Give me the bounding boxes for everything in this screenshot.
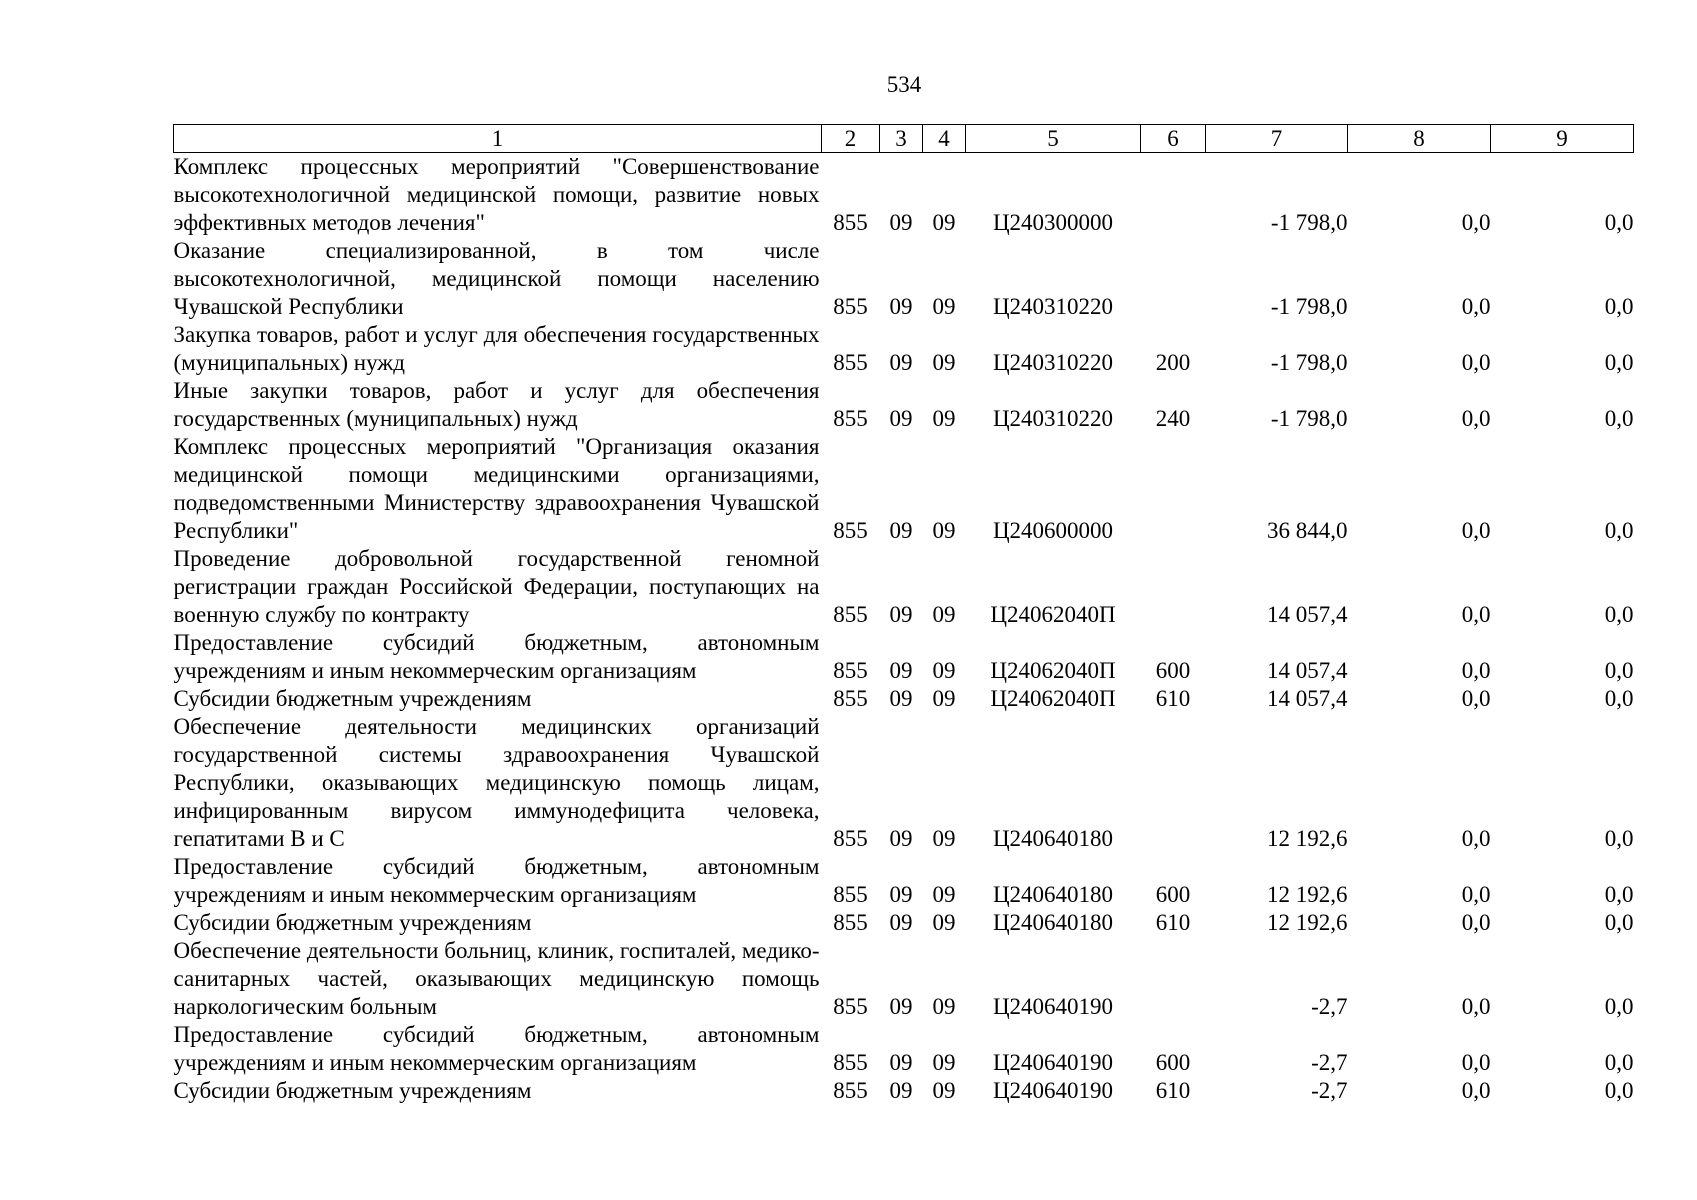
row-amount-col9: 0,0: [1604, 1078, 1634, 1103]
table-row: [174, 629, 1634, 685]
row-amount-col7: -2,7: [1311, 1050, 1348, 1075]
row-amount-col8: 0,0: [1461, 910, 1491, 935]
row-subsection-code: 09: [932, 1050, 956, 1075]
row-description: Предоставление субсидий бюджетным, автономным учреждениям и иным некоммерческим организациям: [173, 630, 820, 683]
row-section-code: 09: [889, 350, 913, 375]
row-amount-col9: 0,0: [1604, 826, 1634, 851]
row-section-code: 09: [889, 826, 913, 851]
row-amount-col9: 0,0: [1604, 602, 1634, 627]
row-section-code: 09: [889, 602, 913, 627]
row-amount-col8: 0,0: [1461, 1078, 1491, 1103]
row-grbs-code: 855: [833, 658, 868, 683]
row-target-article: Ц240310220: [992, 294, 1114, 319]
row-section-code: 09: [889, 1078, 913, 1103]
row-subsection-code: 09: [932, 882, 956, 907]
row-amount-col7: 36 844,0: [1267, 518, 1348, 543]
row-amount-col9: 0,0: [1604, 882, 1634, 907]
row-subsection-code: 09: [932, 658, 956, 683]
row-grbs-code: 855: [833, 210, 868, 235]
row-amount-col8: 0,0: [1461, 686, 1491, 711]
row-amount-col7: 12 192,6: [1267, 910, 1348, 935]
row-description: Субсидии бюджетным учреждениям: [173, 686, 532, 711]
row-amount-col7: -2,7: [1311, 994, 1348, 1019]
row-amount-col8: 0,0: [1461, 882, 1491, 907]
row-description: Субсидии бюджетным учреждениям: [173, 910, 532, 935]
row-amount-col9: 0,0: [1604, 686, 1634, 711]
row-subsection-code: 09: [932, 602, 956, 627]
row-section-code: 09: [889, 518, 913, 543]
row-amount-col7: 14 057,4: [1267, 658, 1348, 683]
row-section-code: 09: [889, 294, 913, 319]
row-description: Субсидии бюджетным учреждениям: [173, 1078, 532, 1103]
header-col-8: 8: [1348, 125, 1491, 153]
row-target-article: Ц24062040П: [990, 602, 1116, 627]
header-col-2: 2: [822, 125, 880, 153]
row-target-article: Ц240600000: [992, 518, 1114, 543]
row-amount-col7: -1 798,0: [1270, 406, 1348, 431]
row-grbs-code: 855: [833, 294, 868, 319]
row-grbs-code: 855: [833, 518, 868, 543]
row-amount-col7: -1 798,0: [1270, 350, 1348, 375]
row-section-code: 09: [889, 686, 913, 711]
table-row: [174, 545, 1634, 629]
table-row: [174, 853, 1634, 909]
row-subsection-code: 09: [932, 406, 956, 431]
row-target-article: Ц240310220: [992, 406, 1114, 431]
row-subsection-code: 09: [932, 686, 956, 711]
header-row: [174, 125, 1634, 153]
row-target-article: Ц240640190: [992, 1078, 1114, 1103]
row-grbs-code: 855: [833, 994, 868, 1019]
table-row: [174, 321, 1634, 377]
row-amount-col9: 0,0: [1604, 1050, 1634, 1075]
row-amount-col7: 12 192,6: [1267, 826, 1348, 851]
row-expense-type: 600: [1155, 882, 1191, 907]
header-col-5: 5: [966, 125, 1141, 153]
table-row: [174, 713, 1634, 853]
table-body: [174, 153, 1634, 1106]
table-row: [174, 685, 1634, 713]
row-grbs-code: 855: [833, 406, 868, 431]
row-amount-col9: 0,0: [1604, 658, 1634, 683]
row-amount-col8: 0,0: [1461, 210, 1491, 235]
row-amount-col7: 14 057,4: [1267, 602, 1348, 627]
row-grbs-code: 855: [833, 882, 868, 907]
row-target-article: Ц240640190: [992, 994, 1114, 1019]
row-expense-type: 610: [1155, 1078, 1191, 1103]
row-subsection-code: 09: [932, 518, 956, 543]
row-amount-col7: 12 192,6: [1267, 882, 1348, 907]
header-col-1: 1: [174, 125, 822, 153]
table-row: [174, 1021, 1634, 1077]
row-target-article: Ц240640180: [992, 910, 1114, 935]
row-expense-type: 600: [1155, 1050, 1191, 1075]
row-amount-col9: 0,0: [1604, 518, 1634, 543]
table-row: [174, 377, 1634, 433]
row-grbs-code: 855: [833, 350, 868, 375]
row-grbs-code: 855: [833, 686, 868, 711]
row-target-article: Ц24062040П: [990, 686, 1116, 711]
row-description: Обеспечение деятельности медицинских организаций государственной системы здравоохранения Чувашской Республики, оказывающих медицинскую помощь лицам, инфицированным вирусом иммунодефицита человека, гепатитами B и C: [173, 714, 820, 851]
row-target-article: Ц240640190: [992, 1050, 1114, 1075]
row-subsection-code: 09: [932, 826, 956, 851]
table-row: [174, 937, 1634, 1021]
row-subsection-code: 09: [932, 294, 956, 319]
row-section-code: 09: [889, 406, 913, 431]
row-amount-col9: 0,0: [1604, 910, 1634, 935]
table-header: [174, 125, 1634, 153]
row-description: Комплекс процессных мероприятий "Совершенствование высокотехнологичной медицинской помощи, развитие новых эффективных методов лечения": [173, 154, 820, 235]
row-amount-col7: -2,7: [1311, 1078, 1348, 1103]
row-section-code: 09: [889, 994, 913, 1019]
table-row: [174, 153, 1634, 238]
row-description: Предоставление субсидий бюджетным, автономным учреждениям и иным некоммерческим организациям: [173, 1022, 820, 1075]
row-amount-col8: 0,0: [1461, 1050, 1491, 1075]
row-amount-col8: 0,0: [1461, 294, 1491, 319]
row-subsection-code: 09: [932, 1078, 956, 1103]
row-amount-col8: 0,0: [1461, 518, 1491, 543]
row-amount-col7: -1 798,0: [1270, 210, 1348, 235]
header-col-9: 9: [1491, 125, 1634, 153]
row-section-code: 09: [889, 658, 913, 683]
row-expense-type: [1141, 713, 1206, 853]
row-expense-type: [1141, 237, 1206, 321]
row-target-article: Ц240640180: [992, 826, 1114, 851]
header-col-6: 6: [1141, 125, 1206, 153]
row-amount-col8: 0,0: [1461, 826, 1491, 851]
row-target-article: Ц240310220: [992, 350, 1114, 375]
row-grbs-code: 855: [833, 602, 868, 627]
row-expense-type: [1141, 545, 1206, 629]
row-expense-type: 610: [1155, 686, 1191, 711]
header-col-3: 3: [880, 125, 923, 153]
row-amount-col9: 0,0: [1604, 350, 1634, 375]
budget-table: [173, 124, 1634, 1105]
table-row: [174, 909, 1634, 937]
row-expense-type: 200: [1155, 350, 1191, 375]
row-amount-col8: 0,0: [1461, 994, 1491, 1019]
header-col-4: 4: [923, 125, 966, 153]
row-amount-col8: 0,0: [1461, 602, 1491, 627]
table-row: [174, 237, 1634, 321]
table-row: [174, 433, 1634, 545]
row-amount-col7: -1 798,0: [1270, 294, 1348, 319]
row-amount-col8: 0,0: [1461, 406, 1491, 431]
row-expense-type: [1141, 153, 1206, 238]
row-expense-type: 240: [1155, 406, 1191, 431]
row-grbs-code: 855: [833, 1078, 868, 1103]
row-expense-type: 600: [1155, 658, 1191, 683]
table-row: [174, 1077, 1634, 1105]
row-description: Иные закупки товаров, работ и услуг для обеспечения государственных (муниципальных) нужд: [173, 378, 820, 431]
page-number: 534: [886, 72, 922, 97]
row-expense-type: 610: [1155, 910, 1191, 935]
row-grbs-code: 855: [833, 1050, 868, 1075]
row-amount-col9: 0,0: [1604, 210, 1634, 235]
header-col-7: 7: [1206, 125, 1348, 153]
row-amount-col8: 0,0: [1461, 658, 1491, 683]
row-target-article: Ц240300000: [992, 210, 1114, 235]
row-subsection-code: 09: [932, 210, 956, 235]
row-target-article: Ц24062040П: [990, 658, 1116, 683]
row-description: Закупка товаров, работ и услуг для обеспечения государственных (муниципальных) нужд: [173, 322, 820, 375]
row-amount-col9: 0,0: [1604, 994, 1634, 1019]
row-description: Проведение добровольной государственной геномной регистрации граждан Российской Федерации, поступающих на военную службу по контракту: [173, 546, 820, 627]
row-section-code: 09: [889, 210, 913, 235]
row-subsection-code: 09: [932, 994, 956, 1019]
row-expense-type: [1141, 937, 1206, 1021]
row-description: Оказание специализированной, в том числе высокотехнологичной, медицинской помощи населению Чувашской Республики: [173, 238, 820, 319]
row-subsection-code: 09: [932, 350, 956, 375]
row-grbs-code: 855: [833, 910, 868, 935]
row-subsection-code: 09: [932, 910, 956, 935]
row-section-code: 09: [889, 882, 913, 907]
row-description: Комплекс процессных мероприятий "Организация оказания медицинской помощи медицинскими организациями, подведомственными Министерству здравоохранения Чувашской Республики": [173, 434, 820, 543]
row-section-code: 09: [889, 910, 913, 935]
row-expense-type: [1141, 433, 1206, 545]
row-amount-col8: 0,0: [1461, 350, 1491, 375]
row-amount-col9: 0,0: [1604, 406, 1634, 431]
row-grbs-code: 855: [833, 826, 868, 851]
row-target-article: Ц240640180: [992, 882, 1114, 907]
row-amount-col9: 0,0: [1604, 294, 1634, 319]
row-section-code: 09: [889, 1050, 913, 1075]
row-description: Обеспечение деятельности больниц, клиник, госпиталей, медико-санитарных частей, оказывающих медицинскую помощь наркологическим больным: [173, 938, 820, 1019]
row-amount-col7: 14 057,4: [1267, 686, 1348, 711]
row-description: Предоставление субсидий бюджетным, автономным учреждениям и иным некоммерческим организациям: [173, 854, 820, 907]
